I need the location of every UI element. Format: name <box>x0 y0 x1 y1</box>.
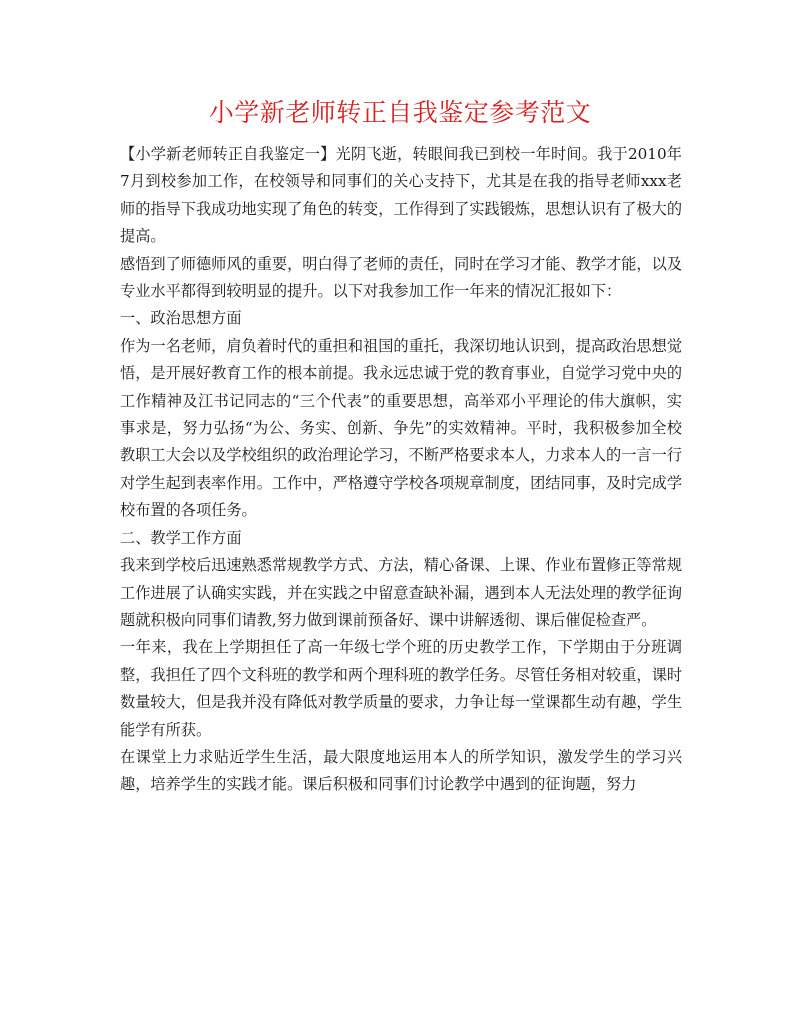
paragraph-intro: 【小学新老师转正自我鉴定一】光阴飞逝，转眼间我已到校一年时间。我于2010年7月到校参加工作，在校领导和同事们的关心支持下，尤其是在我的指导老师xxx老师的指导下我成功地实现了角色的转变，工作得到了实践锻炼，思想认识有了极大的提高。 <box>120 145 682 246</box>
paragraph-teaching-2: 一年来，我在上学期担任了高一年级七学个班的历史教学工作，下学期由于分班调整，我担任了四个文科班的教学和两个理科班的教学任务。尽管任务相对较重，课时数量较大，但是我并没有降低对教学质量的要求，力争让每一堂课都生动有趣，学生能学有所获。 <box>120 638 682 739</box>
document-body <box>120 141 682 799</box>
section-heading-politics: 一、政治思想方面 <box>120 309 242 328</box>
paragraph-politics: 作为一名老师，肩负着时代的重担和祖国的重托，我深切地认识到，提高政治思想觉悟，是开展好教育工作的根本前提。我永远忠诚于党的教育事业，自觉学习党中央的工作精神及江书记同志的“三个代表”的重要思想，高举邓小平理论的伟大旗帜，实事求是，努力弘扬“为公、务实、创新、争先”的实效精神。平时，我积极参加全校教职工大会以及学校组织的政治理论学习，不断严格要求本人，力求本人的一言一行对学生起到表率作用。工作中，严格遵守学校各项规章制度，团结同事，及时完成学校布置的各项任务。 <box>120 336 682 520</box>
paragraph-teaching-1: 我来到学校后迅速熟悉常规教学方式、方法，精心备课、上课、作业布置修正等常规工作进展了认确实实践，并在实践之中留意查缺补漏，遇到本人无法处理的教学征询题就积极向同事们请教,努力做到课前预备好、课中讲解透彻、课后催促检查严。 <box>120 556 682 629</box>
paragraph-summary: 感悟到了师德师风的重要，明白得了老师的责任，同时在学习才能、教学才能，以及专业水平都得到较明显的提升。以下对我参加工作一年来的情况汇报如下： <box>120 254 682 301</box>
document-title: 小学新老师转正自我鉴定参考范文 <box>208 98 592 127</box>
paragraph-teaching-3: 在课堂上力求贴近学生生活，最大限度地运用本人的所学知识，激发学生的学习兴趣，培养学生的实践才能。课后积极和同事们讨论教学中遇到的征询题，努力 <box>120 747 682 794</box>
section-heading-teaching: 二、教学工作方面 <box>120 528 242 547</box>
